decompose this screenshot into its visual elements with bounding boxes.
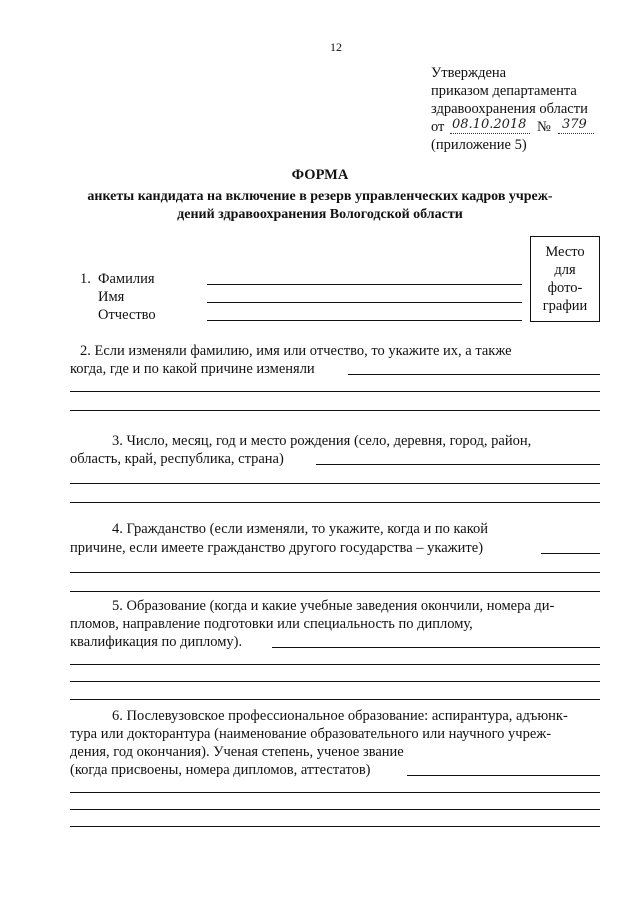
item4-field-line-3[interactable]	[70, 591, 600, 592]
item5-field-line-2[interactable]	[70, 664, 600, 665]
item4-text-line-1: 4. Гражданство (если изменяли, то укажите, когда и по какой	[112, 521, 489, 537]
form-subtitle-line-2: дений здравоохранения Вологодской области	[177, 207, 463, 222]
approval-line-2: приказом департамента	[431, 83, 577, 99]
item6-text-line-4: (когда присвоены, номера дипломов, аттестатов)	[70, 762, 371, 778]
photo-box-line-2: для	[554, 262, 576, 278]
patronymic-field-line[interactable]	[207, 320, 522, 321]
date-underline	[450, 133, 530, 134]
item4-text-line-2: причине, если имеете гражданство другого государства – укажите)	[70, 540, 484, 556]
item2-field-line-3[interactable]	[70, 410, 600, 411]
approval-line-3: здравоохранения области	[431, 101, 588, 117]
item6-field-line-2[interactable]	[70, 792, 600, 793]
approval-number-handwritten: 379	[562, 117, 587, 132]
item3-field-line-1[interactable]	[316, 464, 600, 465]
surname-field-line[interactable]	[207, 284, 522, 285]
photo-box-line-1: Место	[545, 244, 585, 260]
number-underline	[558, 133, 594, 134]
item6-field-line-4[interactable]	[70, 826, 600, 827]
item5-text-line-1: 5. Образование (когда и какие учебные заведения окончили, номера ди-	[112, 598, 555, 614]
approval-number-label: №	[537, 119, 551, 135]
item2-field-line-2[interactable]	[70, 391, 600, 392]
approval-from-label: от	[431, 119, 445, 135]
item6-text-line-2: тура или докторантура (наименование образовательного или научного учреж-	[70, 726, 552, 742]
item6-text-line-1: 6. Послевузовское профессиональное образование: аспирантура, адъюнк-	[112, 708, 568, 724]
item3-text-line-2: область, край, республика, страна)	[70, 451, 284, 467]
item2-field-line-1[interactable]	[348, 374, 600, 375]
item1-number: 1.	[80, 271, 91, 287]
item3-text-line-1: 3. Число, месяц, год и место рождения (село, деревня, город, район,	[112, 433, 532, 449]
item5-field-line-3[interactable]	[70, 681, 600, 682]
item1-patronymic-label: Отчество	[98, 307, 156, 323]
photo-box-line-3: фото-	[547, 280, 583, 296]
item1-surname-label: Фамилия	[98, 271, 155, 287]
item6-text-line-3: дения, год окончания). Ученая степень, ученое звание	[70, 744, 404, 760]
form-subtitle-line-1: анкеты кандидата на включение в резерв управленческих кадров учреж-	[87, 189, 553, 204]
name-field-line[interactable]	[207, 302, 522, 303]
item2-text-line-1: 2. Если изменяли фамилию, имя или отчество, то укажите их, а также	[80, 343, 512, 359]
item5-field-line-1[interactable]	[272, 647, 600, 648]
photo-box	[530, 236, 600, 322]
item6-field-line-3[interactable]	[70, 809, 600, 810]
item4-field-line-1[interactable]	[541, 553, 600, 554]
item3-field-line-2[interactable]	[70, 483, 600, 484]
item6-field-line-1[interactable]	[407, 775, 600, 776]
item5-text-line-2: пломов, направление подготовки или специальность по диплому,	[70, 616, 473, 632]
photo-box-line-4: графии	[542, 298, 588, 314]
approval-appendix: (приложение 5)	[431, 137, 527, 153]
item2-text-line-2: когда, где и по какой причине изменяли	[70, 361, 315, 377]
item5-text-line-3: квалификация по диплому).	[70, 634, 243, 650]
page-number: 12	[330, 40, 342, 54]
item4-field-line-2[interactable]	[70, 572, 600, 573]
item5-field-line-4[interactable]	[70, 699, 600, 700]
form-heading: ФОРМА	[291, 167, 349, 183]
approval-date-handwritten: 08.10.2018	[452, 117, 527, 132]
approval-line-1: Утверждена	[431, 65, 507, 81]
item3-field-line-3[interactable]	[70, 502, 600, 503]
item1-name-label: Имя	[98, 289, 125, 305]
